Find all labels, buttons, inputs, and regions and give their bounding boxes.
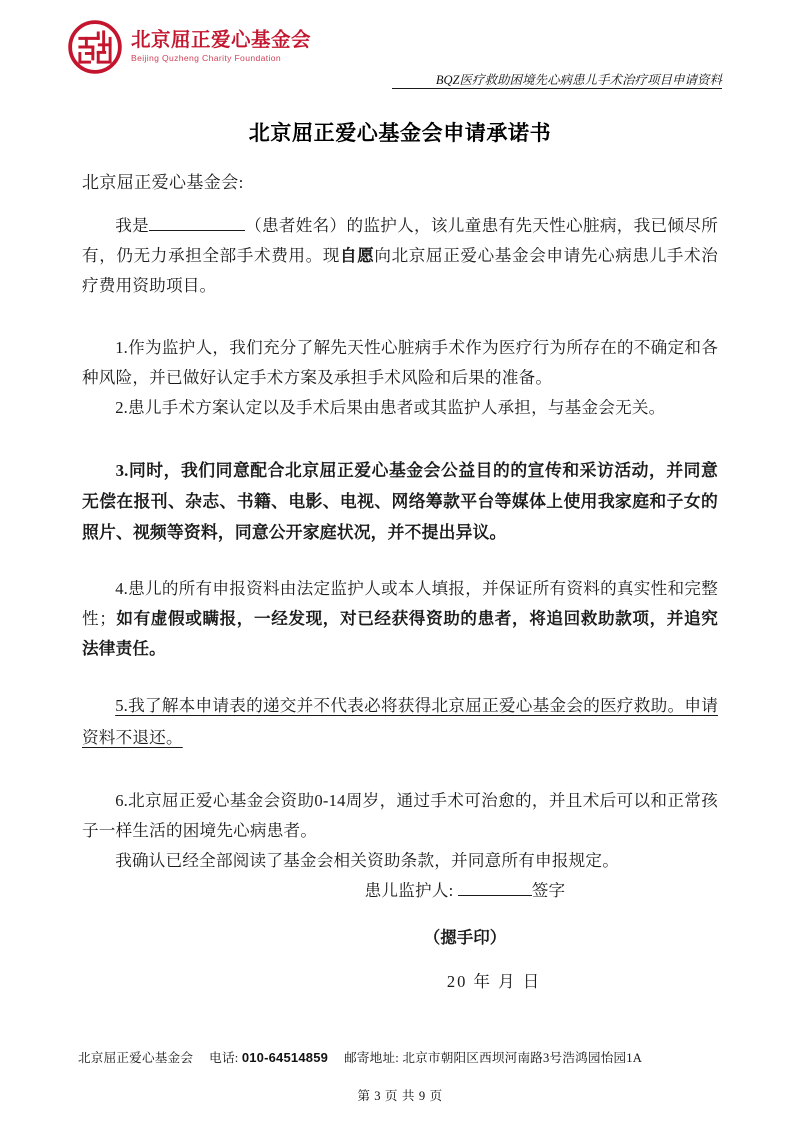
- brand-name-en: Beijing Quzheng Charity Foundation: [131, 53, 281, 64]
- patient-name-blank[interactable]: [149, 230, 245, 231]
- clause-2-number: 2.: [115, 398, 129, 417]
- clause-6: [82, 786, 718, 846]
- spacer: [82, 301, 718, 333]
- opening-bold-segment: 自愿: [340, 246, 375, 265]
- fingerprint-note: （摁手印）: [423, 929, 507, 947]
- footer-org: 北京屈正爱心基金会: [78, 1051, 194, 1065]
- running-head: BQZ医疗救助困境先心病患儿手术治疗项目申请资料: [435, 73, 722, 87]
- footer-phone-label: 电话:: [209, 1051, 239, 1065]
- signature-row: [82, 876, 718, 906]
- letterhead: [68, 20, 311, 74]
- clause-1: [82, 333, 718, 393]
- clause-4-number: 4.: [115, 579, 129, 598]
- clause-1-text: 作为监护人，我们充分了解先天性心脏病手术作为医疗行为所存在的不确定和各种风险，并已做好认定手术方案及承担手术风险和后果的准备。: [82, 338, 718, 387]
- opening-after-blank: （患者姓名）的监护人，该儿童患有先天性心脏病，我已倾尽所有，仍无力承担全部手术费用。现: [82, 216, 718, 265]
- footer-address-label: 邮寄地址:: [344, 1051, 399, 1065]
- footer-contact: [78, 1047, 722, 1066]
- clause-2: [82, 393, 718, 423]
- spacer: [82, 754, 718, 786]
- page-number: 第 3 页 共 9 页: [357, 1089, 443, 1103]
- clause-4-normal-part: 患儿的所有申报资料由法定监护人或本人填报，并保证所有资料的真实性和完整性；: [82, 579, 718, 628]
- footer-divider: [78, 1040, 722, 1041]
- clause-5: [82, 690, 718, 754]
- date-line: 20 年 月 日: [446, 972, 542, 991]
- opening-tail: 向北京屈正爱心基金会申请先心病患儿手术治疗费用资助项目。: [82, 246, 718, 295]
- signature-suffix: 签字: [531, 881, 566, 900]
- clause-1-number: 1.: [115, 338, 129, 357]
- clause-4: [82, 574, 718, 664]
- clause-5-text: 我了解本申请表的递交并不代表必将获得北京屈正爱心基金会的医疗救助。申请资料不退还。: [82, 696, 718, 747]
- spacer: [82, 423, 718, 455]
- salutation: 北京屈正爱心基金会:: [82, 173, 244, 192]
- brand-name-cn: 北京屈正爱心基金会: [131, 28, 312, 51]
- clause-3: [82, 455, 718, 548]
- clause-3-number: 3.: [115, 461, 129, 480]
- spacer: [82, 548, 718, 574]
- clause-6-text: 北京屈正爱心基金会资助0-14周岁，通过手术可治愈的，并且术后可以和正常孩子一样生活的困境先心病患者。: [82, 791, 718, 840]
- header-divider: [392, 88, 722, 89]
- spacer: [82, 664, 718, 690]
- footer-phone: 010-64514859: [241, 1050, 329, 1065]
- page-title: 北京屈正爱心基金会申请承诺书: [248, 122, 552, 145]
- clause-4-bold-part: 如有虚假或瞒报，一经发现，对已经获得资助的患者，将追回救助款项，并追究法律责任。: [82, 609, 718, 658]
- clause-2-text: 患儿手术方案认定以及手术后果由患者或其监护人承担，与基金会无关。: [128, 398, 666, 417]
- signature-blank[interactable]: [458, 895, 532, 896]
- clause-5-number: 5.: [115, 696, 129, 715]
- clause-3-text: 同时，我们同意配合北京屈正爱心基金会公益目的的宣传和采访活动，并同意无偿在报刊、杂志、书籍、电影、电视、网络筹款平台等媒体上使用我家庭和子女的照片、视频等资料，同意公开家庭状况，并不提出异议。: [82, 461, 718, 542]
- opening-lead: 我是: [115, 216, 149, 235]
- clause-6-number: 6.: [115, 791, 129, 810]
- confirmation-line: 我确认已经全部阅读了基金会相关资助条款，并同意所有申报规定。: [115, 851, 619, 870]
- footer-address: 北京市朝阳区西坝河南路3号浩鸿园怡园1A: [402, 1051, 643, 1065]
- document-body: [82, 168, 718, 992]
- signature-label: 患儿监护人:: [364, 881, 454, 900]
- quzheng-circular-maze-logo-icon: [68, 20, 122, 74]
- opening-paragraph: [82, 211, 718, 301]
- brand-wordmark: [131, 28, 312, 64]
